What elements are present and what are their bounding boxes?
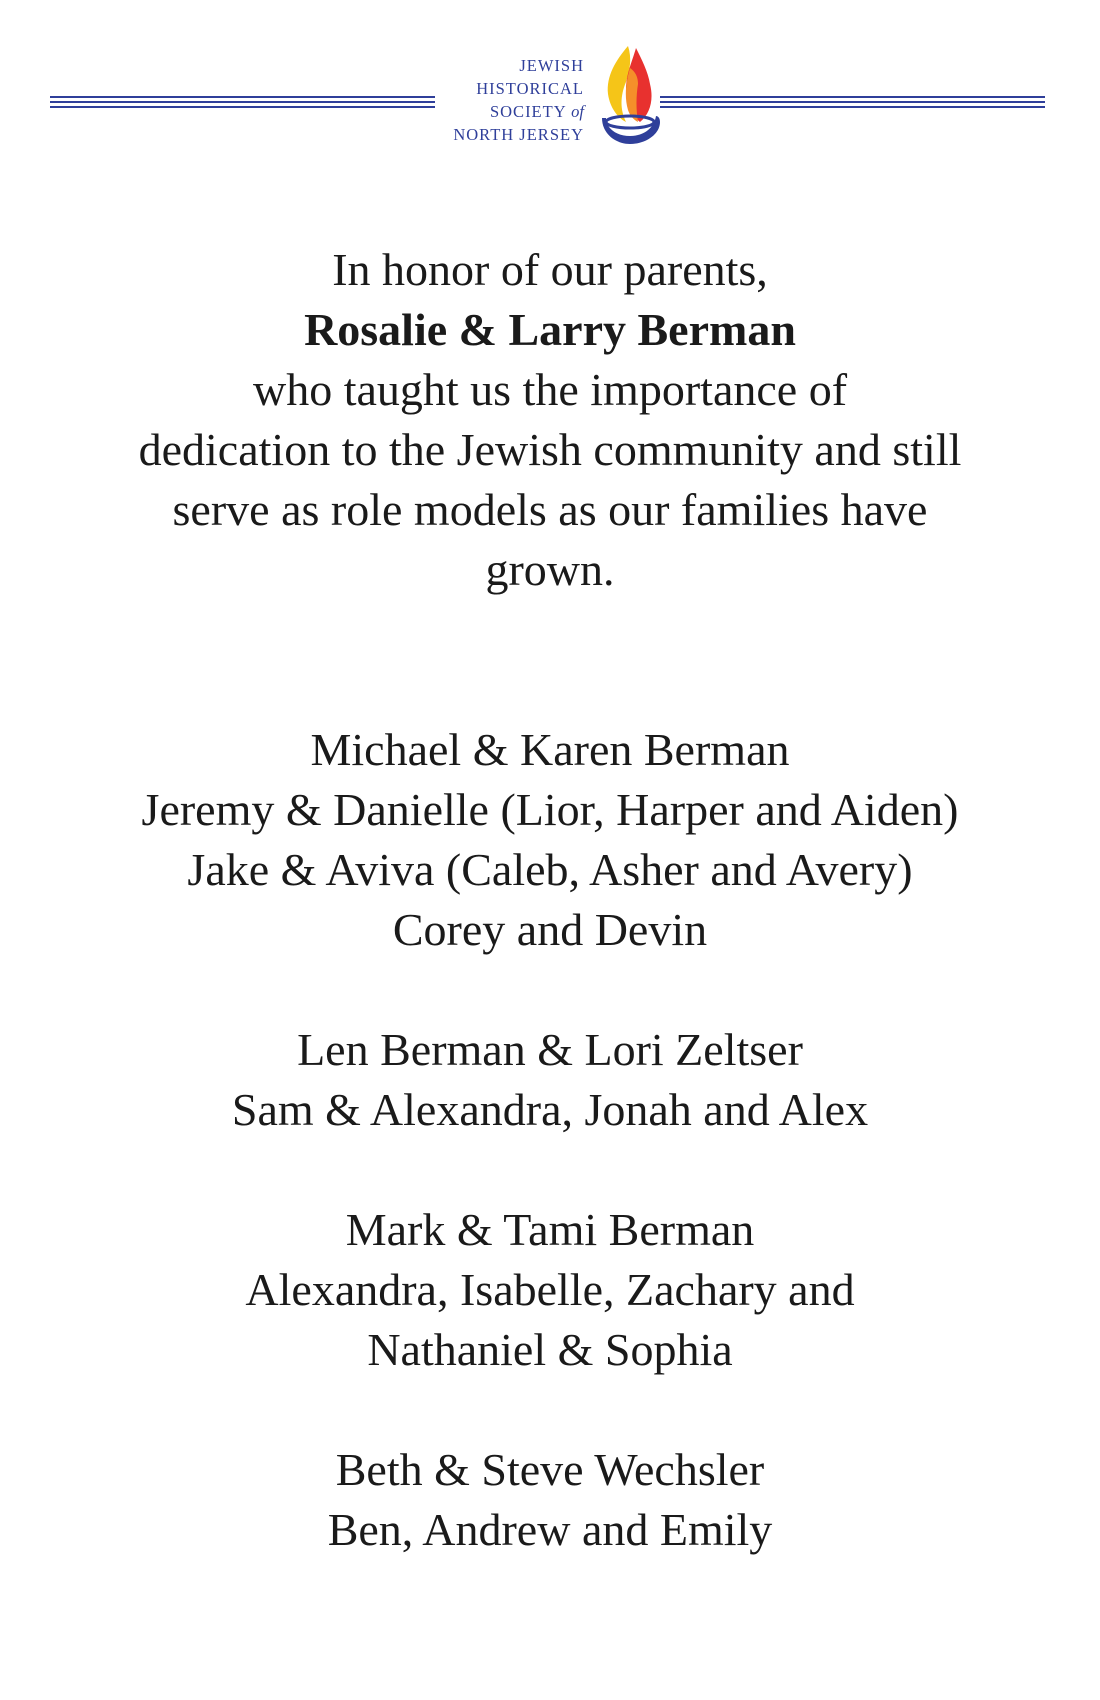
- family-line: Jeremy & Danielle (Lior, Harper and Aiden): [141, 784, 959, 835]
- family-line: Sam & Alexandra, Jonah and Alex: [231, 1084, 869, 1135]
- family-line: Nathaniel & Sophia: [367, 1324, 733, 1375]
- family-line: Len Berman & Lori Zeltser: [297, 1024, 803, 1075]
- header-rule-right: [660, 96, 1045, 108]
- honoree-name: Rosalie & Larry Berman: [304, 304, 796, 355]
- family-line: Ben, Andrew and Emily: [327, 1504, 773, 1555]
- family-group: [60, 1200, 1040, 1380]
- society-logo: [430, 38, 666, 148]
- dedication-line: who taught us the importance of: [252, 364, 848, 415]
- family-group: [60, 1440, 1040, 1560]
- logo-line-jewish: JEWISH: [519, 56, 584, 75]
- family-line: Jake & Aviva (Caleb, Asher and Avery): [187, 844, 913, 895]
- logo-line-historical: HISTORICAL: [476, 79, 584, 98]
- logo-line-society: SOCIETY of: [489, 102, 584, 121]
- dedication: [60, 240, 1040, 600]
- family-line: Alexandra, Isabelle, Zachary and: [245, 1264, 855, 1315]
- tribute-text: [60, 240, 1040, 1560]
- dedication-line: grown.: [485, 544, 615, 595]
- dedication-line: In honor of our parents,: [332, 244, 768, 295]
- family-group: [60, 720, 1040, 960]
- dedication-line: serve as role models as our families have: [172, 484, 928, 535]
- family-line: Corey and Devin: [392, 904, 708, 955]
- dedication-line: dedication to the Jewish community and still: [138, 424, 962, 475]
- family-line: Michael & Karen Berman: [310, 724, 790, 775]
- logo-wordmark: [453, 54, 584, 146]
- family-line: Beth & Steve Wechsler: [335, 1444, 765, 1495]
- family-line: Mark & Tami Berman: [345, 1204, 755, 1255]
- logo-line-north-jersey: NORTH JERSEY: [453, 125, 584, 144]
- header: [0, 24, 1100, 144]
- family-group: [60, 1020, 1040, 1140]
- flame-icon: [592, 38, 666, 148]
- header-rule-left: [50, 96, 435, 108]
